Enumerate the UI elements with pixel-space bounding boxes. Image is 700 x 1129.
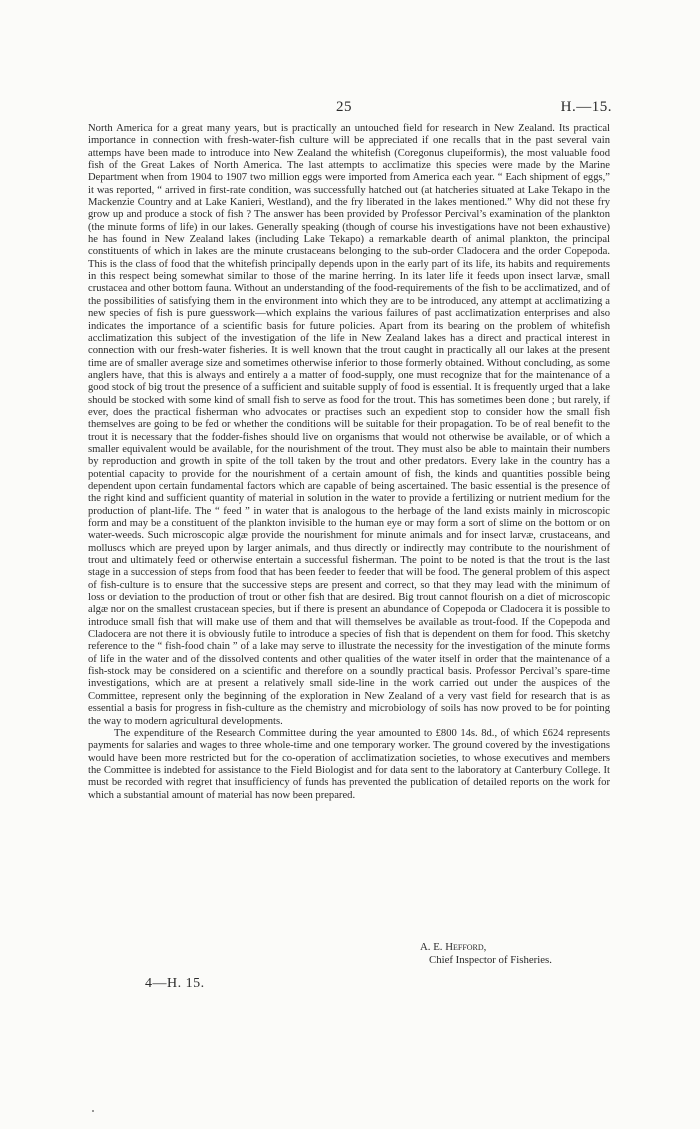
page-number: 25 [336,99,352,115]
signature-block [420,941,552,967]
document-reference: H.—15. [560,99,612,115]
paragraph: North America for a great many years, but is practically an untouched field for research in New Zealand. Its practical importance in connection with fresh-water-fish culture will be appreciated if one recalls that in the past several vain attemps have been made to introduce into New Zealand the whitefish (Coregonus clupeiformis), the most valuable food fish of the Great Lakes of North America. The last attempts to acclimatize this species were made by the Marine Department when from 1904 to 1907 two million eggs were imported from America each year. “ Each shipment of eggs,” it was reported, “ arrived in first-rate condition, was successfully hatched out (at hatcheries situated at Lake Tekapo in the Mackenzie Country and at Lake Kanieri, Westland), and the fry liberated in the lakes mentioned.” Why did not these fry grow up and produce a stock of fish ? The answer has been provided by Professor Percival’s examination of the plankton (the minute forms of life) in our lakes. Generally speaking (though of course his investigations have not been exhaustive) he has found in New Zealand lakes (including Lake Tekapo) a remarkable dearth of animal plankton, the principal constituents of which in lakes are the minute crustaceans belonging to the sub-order Cladocera and the order Copepoda. This is the class of food that the whitefish principally depends upon in the early part of its life, its habits and requirements in this respect being somewhat similar to those of the marine herring. In its later life it feeds upon insect larvæ, small crustacea and other bottom fauna. Without an understanding of the food-requirements of the fish to be acclimatized, and of the possibilities of satisfying them in the environment into which they are to be introduced, any attempt at acclimatizing a new species of fish is pure guesswork—which explains the various failures of past acclimatization enterprises and also indicates the importance of a scientific basis for future policies. Apart from its bearing on the problem of whitefish acclimatization this subject of the investigation of the life in New Zealand lakes has a direct and practical interest in connection with our fresh-water fisheries. It is well known that the trout caught in practically all our lakes at the present time are of smaller average size and sometimes otherwise inferior to those formerly obtained. Without concluding, as some anglers have, that this is always and entirely a a matter of food-supply, one must recognize that for the maintenance of a good stock of big trout the presence of a sufficient and suitable supply of food is essential. It is frequently urged that a lake should be stocked with some kind of small fish to serve as food for the trout. This has sometimes been done ; but rarely, if ever, does the practical fisherman who advocates or practises such an expedient stop to consider how the small fish themselves are going to be fed or whether the conditions will be suitable for their propagation. To be of real benefit to the trout it is necessary that the fodder-fishes should live on organisms that would not otherwise be available, or of which a smaller equivalent would be available, for the nourishment of the trout. They must also be able to maintain their numbers by reproduction and growth in spite of the toll taken by the trout and other predators. Every lake in the country has a potential capacity to provide for the nourishment of a certain amount of fish, the kinds and quantities possible being dependent upon certain fundamental factors which are capable of being ascertained. The basic essential is the presence of the right kind and sufficient quantity of material in solution in the water to provide a fertilizing or nutrient medium for the production of plant-life. The “ feed ” in water that is analogous to the herbage of the land exists mainly in microscopic form and may be a constituent of the plankton invisible to the human eye or may form a sort of slime on the bottom or on water-weeds. Such microscopic algæ provide the nourishment for minute animals and for insect larvæ, crustaceans, and molluscs which are preyed upon by larger animals, and thus directly or indirectly may contribute to the nourishment of trout and ultimately feed or otherwise entertain a successful fisherman. The point to be noted is that the trout is the last stage in a succession of steps from food that has been feeder to feeder that will be food. The general problem of this aspect of fish-culture is to ensure that the successive steps are present and correct, so that they may lead with the minimum of loss or deviation to the production of trout or other fish that are desired. Big trout cannot flourish on a diet of microscopic algæ nor on the smallest crustacean species, but if there is present an abundance of Copepoda or Cladocera it is possible to introduce small fish that will make use of them and that will themselves be available as trout-food. If the Copepoda and Cladocera are not there it is obviously futile to introduce a species of fish that is dependent on them for food. This sketchy reference to the “ fish-food chain ” of a lake may serve to illustrate the necessity for the investigation of the minute forms of life in the water and of the dissolved contents and other qualities of the water itself in order that the maintenance of a fish-stock may be considered on a scientific and therefore on a soundly practical basis. Professor Percival’s spare-time investigations, which are at present a relatively small side-line in the work carried out under the auspices of the Committee, represent only the beginning of the exploration in New Zealand of a very vast field for research that is as essential a basis for progress in fish-culture as the chemistry and microbiology of soils has now proved to be for pointing the way to modern agricultural developments. [88,123,610,727]
signatory-name: A. E. Hefford, [420,941,487,953]
paragraph: The expenditure of the Research Committee during the year amounted to £800 14s. 8d., of which £624 represents payments for salaries and wages to three whole-time and one temporary worker. The ground covered by the investigations would have been more restricted but for the co-operation of acclimatization societies, to whose executives and members the Committee is indebted for assistance to the Field Biologist and for data sent to the laboratory at Canterbury College. It must be recorded with regret that insufficiency of funds has prevented the publication of detailed reports on the work for which a substantial amount of material has now been prepared. [88,727,610,801]
body-text [88,123,610,802]
signatory-title: Chief Inspector of Fisheries. [429,954,552,966]
paper-speck [92,1110,94,1112]
sheet-reference: 4—H. 15. [145,976,205,991]
